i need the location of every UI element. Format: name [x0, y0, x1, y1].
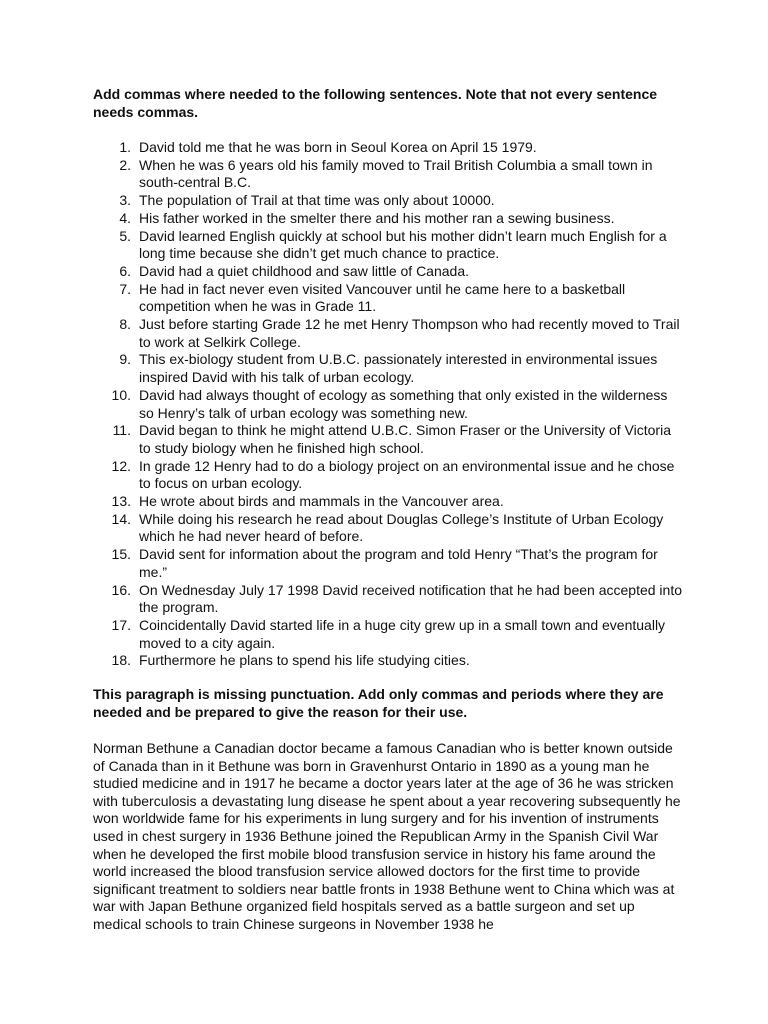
item-number: 15. [111, 546, 131, 563]
item-number: 4. [119, 209, 131, 226]
item-text: This ex-biology student from U.B.C. passionately interested in environmental issues inspired David with his talk of urban ecology. [139, 351, 658, 386]
item-text: Coincidentally David started life in a huge city grew up in a small town and eventually moved to a city again. [139, 616, 666, 651]
list-item [93, 157, 683, 192]
item-text: On Wednesday July 17 1998 David received notification that he had been accepted into the program. [139, 581, 682, 616]
item-number: 2. [119, 156, 131, 173]
item-number: 8. [119, 316, 131, 333]
list-item [93, 139, 683, 157]
item-number: 10. [111, 386, 131, 403]
item-text: Furthermore he plans to spend his life studying cities. [139, 652, 470, 669]
list-item [93, 617, 683, 652]
item-text: David learned English quickly at school but his mother didn’t learn much English for a long time because she didn’t get much chance to practice. [139, 227, 667, 262]
item-text: He had in fact never even visited Vancouver until he came here to a basketball competition when he was in Grade 11. [139, 280, 626, 315]
item-number: 16. [111, 581, 131, 598]
list-item [93, 228, 683, 263]
item-text: David told me that he was born in Seoul Korea on April 15 1979. [139, 139, 537, 155]
item-number: 5. [119, 227, 131, 244]
item-text: David had a quiet childhood and saw little of Canada. [139, 262, 469, 279]
item-text: He wrote about birds and mammals in the Vancouver area. [139, 493, 504, 510]
list-item [93, 652, 683, 670]
item-number: 11. [112, 422, 131, 439]
list-item [93, 511, 683, 546]
item-number: 9. [119, 351, 131, 368]
item-number: 7. [119, 280, 131, 297]
punctuation-instructions: This paragraph is missing punctuation. Add only commas and periods where they are needed and be prepared to give the reason for their use. [93, 686, 664, 720]
item-text: His father worked in the smelter there and his mother ran a sewing business. [139, 209, 615, 226]
list-item [93, 351, 683, 386]
item-text: In grade 12 Henry had to do a biology project on an environmental issue and he chose to focus on urban ecology. [139, 457, 675, 492]
item-text: David sent for information about the program and told Henry “That’s the program for me.” [139, 546, 658, 580]
list-item [93, 493, 683, 511]
list-item [93, 387, 683, 422]
item-number: 17. [111, 616, 131, 633]
list-item [93, 316, 683, 351]
item-text: Just before starting Grade 12 he met Henry Thompson who had recently moved to Trail to work at Selkirk College. [139, 316, 680, 350]
list-item [93, 281, 683, 316]
item-number: 14. [111, 510, 131, 527]
list-item [93, 263, 683, 281]
item-number: 13. [111, 493, 131, 510]
item-text: While doing his research he read about Douglas College’s Institute of Urban Ecology which he had never heard of before. [139, 510, 664, 545]
item-number: 1. [119, 139, 131, 155]
item-text: David began to think he might attend U.B.C. Simon Fraser or the University of Victoria to study biology when he finished high school. [139, 422, 671, 456]
item-number: 18. [111, 652, 131, 669]
list-item [93, 192, 683, 210]
item-text: When he was 6 years old his family moved to Trail British Columbia a small town in south-central B.C. [139, 156, 653, 191]
comma-instructions: Add commas where needed to the following sentences. Note that not every sentence needs commas. [93, 86, 658, 120]
item-text: The population of Trail at that time was only about 10000. [139, 192, 495, 209]
item-text: David had always thought of ecology as something that only existed in the wilderness so Henry’s talk of urban ecology was something new. [139, 386, 668, 421]
list-item [93, 546, 683, 581]
list-item [93, 210, 683, 228]
list-item [93, 422, 683, 457]
bethune-paragraph: Norman Bethune a Canadian doctor became a famous Canadian who is better known outside of Canada than in it Bethune was born in Gravenhurst Ontario in 1890 as a young man he studied medicine and in 1917 he became a doctor years later at the age of 36 he was stricken with tuberculosis a devastating lung disease he spent about a year recovering subsequently he won worldwide fame for his experiments in lung surgery and for his invention of instruments used in chest surgery in 1936 Bethune joined the Republican Army in the Spanish Civil War when he developed the first mobile blood transfusion service in history his fame around the world increased the blood transfusion service allowed doctors for the first time to provide significant treatment to soldiers near battle fronts in 1938 Bethune went to China which was at war with Japan Bethune organized field hospitals served as a battle surgeon and set up medical schools to train Chinese surgeons in November 1938 he [93, 740, 681, 932]
list-item [93, 582, 683, 617]
item-number: 6. [119, 262, 131, 279]
list-item [93, 458, 683, 493]
item-number: 3. [119, 192, 131, 209]
sentence-list [93, 139, 683, 670]
item-number: 12. [111, 457, 131, 474]
